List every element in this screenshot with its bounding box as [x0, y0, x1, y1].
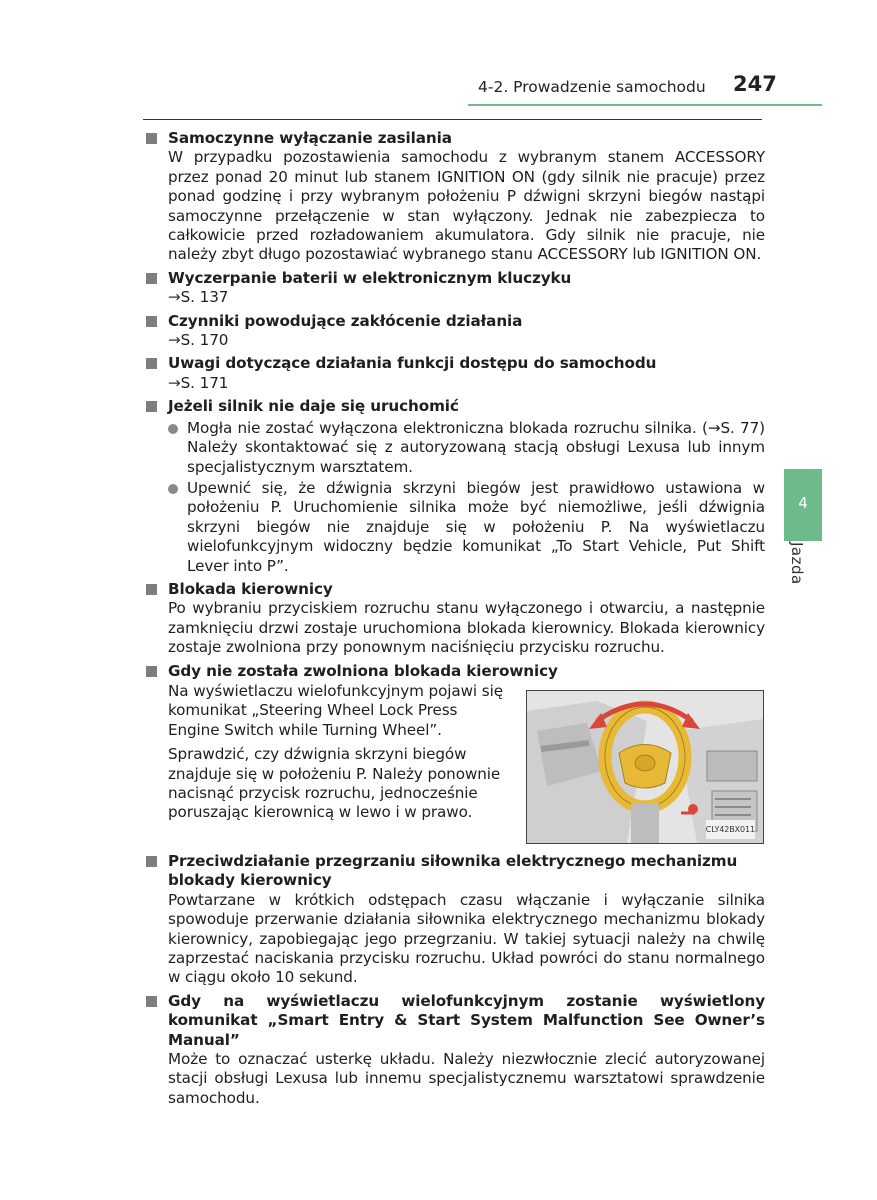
- section-heading: [145, 852, 765, 891]
- heading-text: Gdy na wyświetlaczu wielofunkcyjnym zostanie wyświetlony komunikat „Smart Entry & Start System Malfunction See Owner’s Manual”: [168, 991, 765, 1049]
- chapter-number: 4: [798, 494, 808, 512]
- page-reference[interactable]: [168, 331, 765, 350]
- section-lock-not-released: [145, 662, 765, 844]
- section-paragraph: Może to oznaczać usterkę układu. Należy niezwłocznie zlecić autoryzowanej stacji obsługi Lexusa lub innemu specjalistycznemu warsztatowi sprawdzenie samochodu.: [168, 1050, 765, 1107]
- square-bullet-icon: [146, 133, 157, 144]
- section-paragraph: Na wyświetlaczu wielofunkcyjnym pojawi się komunikat „Steering Wheel Lock Press Engine Switch while Turning Wheel”.: [168, 681, 503, 739]
- section-paragraph: Sprawdzić, czy dźwignia skrzyni biegów znajduje się w położeniu P. Należy ponownie nacisnąć przycisk rozruchu, jednocześnie poruszając kierownicą w lewo i w prawo.: [168, 745, 501, 822]
- section-heading: [145, 662, 765, 681]
- square-bullet-icon: [146, 401, 157, 412]
- section-engine-not-starting: [145, 397, 765, 576]
- arrow-right-icon: →: [168, 288, 181, 307]
- page-reference[interactable]: [168, 374, 765, 393]
- reference-text: S. 171: [180, 373, 229, 392]
- section-paragraph: W przypadku pozostawienia samochodu z wybranym stanem ACCESSORY przez ponad 20 minut lub stanem IGNITION ON (gdy silnik nie pracuje) przez ponad godzinę i przy wybranym położeniu P dźwigni skrzyni biegów nastąpi samoczynne przełączenie w stan wyłączony. Jednak nie zabezpiecza to całkowicie przed rozładowaniem akumulatora. Gdy silnik nie pracuje, nie należy zbyt długo pozostawiać wybranego stanu ACCESSORY lub IGNITION ON.: [168, 148, 765, 264]
- content-rule: [143, 119, 762, 120]
- section-steering-lock: [145, 580, 765, 658]
- heading-text: Samoczynne wyłączanie zasilania: [168, 129, 452, 147]
- square-bullet-icon: [146, 273, 157, 284]
- figure-code: CLY42BX011: [706, 820, 755, 839]
- section-heading: [145, 269, 765, 288]
- chapter-tab: [784, 469, 822, 541]
- reference-text: S. 170: [180, 331, 229, 350]
- section-access-notes: [145, 354, 765, 393]
- page-number: 247: [733, 72, 777, 96]
- heading-text: Jeżeli silnik nie daje się uruchomić: [168, 397, 459, 416]
- list-item-text: Mogła nie zostać wyłączona elektroniczna blokada rozruchu silnika. (→S. 77) Należy skontaktować się z autoryzowaną stacją obsługi Lexusa lub innym specjalistycznym warsztatem.: [187, 418, 765, 476]
- square-bullet-icon: [146, 856, 157, 867]
- list-item: [187, 479, 765, 576]
- header-title: 4-2. Prowadzenie samochodu: [478, 78, 706, 96]
- square-bullet-icon: [146, 358, 157, 369]
- section-auto-power-off: [145, 129, 765, 265]
- page-content: [145, 129, 765, 1112]
- square-bullet-icon: [146, 996, 157, 1007]
- heading-text: Blokada kierownicy: [168, 579, 333, 598]
- heading-text: Przeciwdziałanie przegrzaniu siłownika elektrycznego mechanizmu blokady kierownicy: [168, 851, 738, 890]
- header-rule: [468, 104, 822, 106]
- reference-text: S. 137: [180, 288, 229, 307]
- section-interference: [145, 312, 765, 351]
- chapter-label: Jazda: [788, 542, 806, 585]
- heading-text: Czynniki powodujące zakłócenie działania: [168, 311, 523, 330]
- section-malfunction-message: [145, 992, 765, 1108]
- square-bullet-icon: [146, 316, 157, 327]
- section-paragraph: Powtarzane w krótkich odstępach czasu włączanie i wyłączanie silnika spowoduje przerwanie działania siłownika elektrycznego mechanizmu blokady kierownicy, zapobiegając jego przegrzaniu. W takiej sytuacji należy na chwilę zaprzestać naciskania przycisku rozruchu. Układ powróci do stanu normalnego w ciągu około 10 sekund.: [168, 890, 765, 987]
- figure-text: [168, 682, 506, 844]
- heading-text: Uwagi dotyczące działania funkcji dostępu do samochodu: [168, 354, 657, 373]
- section-heading: [145, 580, 765, 599]
- section-heading: [145, 354, 765, 373]
- heading-text: Gdy nie została zwolniona blokada kierownicy: [168, 661, 558, 680]
- figure-row: [168, 682, 765, 844]
- arrow-right-icon: →: [168, 373, 181, 392]
- round-bullet-icon: [168, 484, 178, 494]
- heading-text: Wyczerpanie baterii w elektronicznym kluczyku: [168, 268, 572, 287]
- section-paragraph: Po wybraniu przyciskiem rozruchu stanu wyłączonego i otwarciu, a następnie zamknięciu drzwi zostaje uruchomiona blokada kierownicy. Blokada kierownicy zostaje zwolniona przy ponownym naciśnięciu przycisku rozruchu.: [168, 599, 765, 657]
- list-item-text: Upewnić się, że dźwignia skrzyni biegów jest prawidłowo ustawiona w położeniu P. Uruchomienie silnika może być niemożliwe, jeśli dźwignia skrzyni biegów nie znajduje się w położeniu P. Na wyświetlaczu wielofunkcyjnym widoczny będzie komunikat „To Start Vehicle, Put Shift Lever into P”.: [187, 478, 765, 575]
- arrow-right-icon: →: [168, 331, 181, 350]
- square-bullet-icon: [146, 584, 157, 595]
- section-heading: [145, 992, 765, 1050]
- section-heading: [145, 129, 765, 148]
- section-heading: [145, 312, 765, 331]
- list-item: [187, 419, 765, 477]
- round-bullet-icon: [168, 424, 178, 434]
- square-bullet-icon: [146, 666, 157, 677]
- section-heading: [145, 397, 765, 416]
- section-key-battery: [145, 269, 765, 308]
- page-reference[interactable]: [168, 288, 765, 307]
- steering-wheel-illustration: [526, 690, 764, 844]
- section-overheat: [145, 852, 765, 988]
